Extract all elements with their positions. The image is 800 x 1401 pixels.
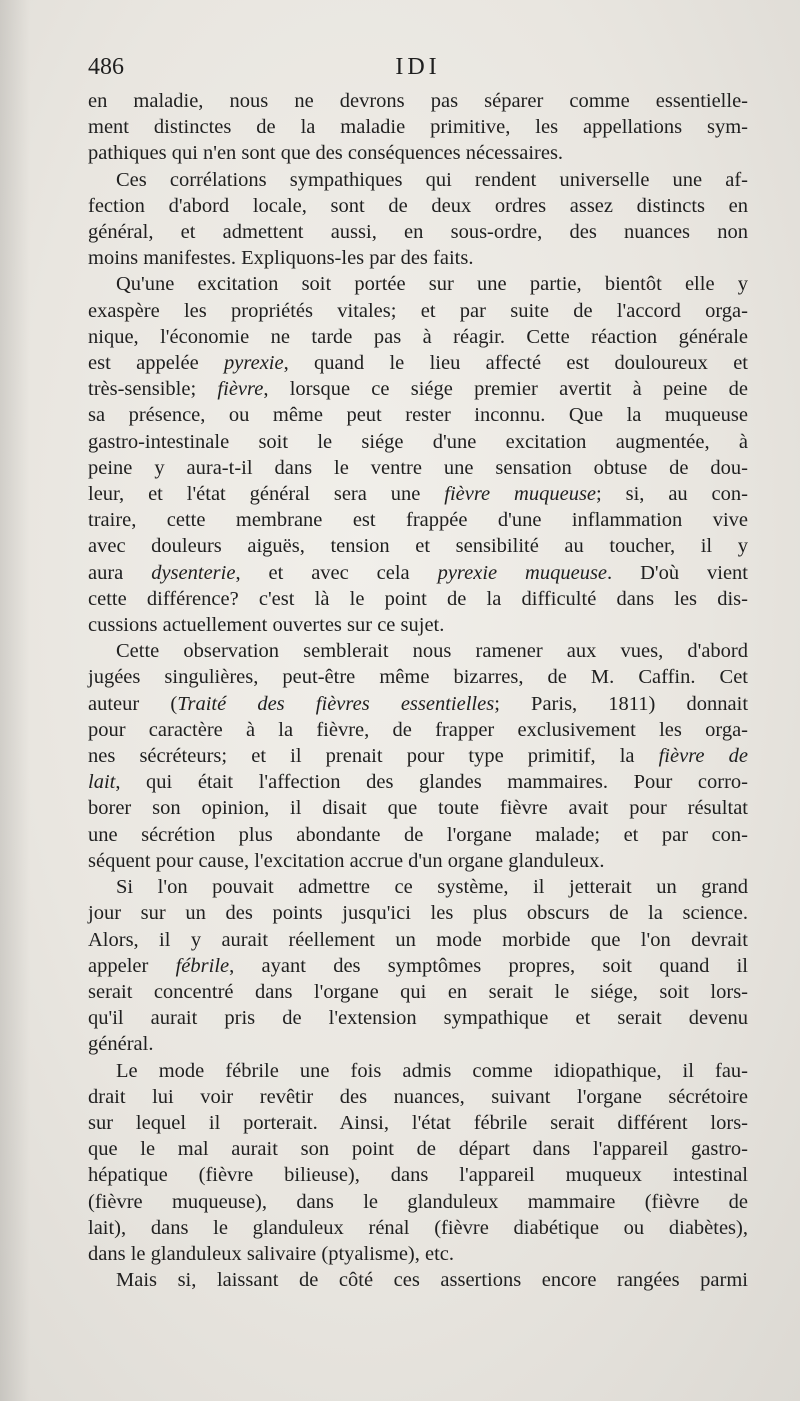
text-line: lait), dans le glanduleux rénal (fièvre diabétique ou diabètes),: [88, 1216, 748, 1239]
text-line: serait concentré dans l'organe qui en serait le siége, soit lors-: [88, 980, 748, 1003]
text-line: cussions actuellement ouvertes sur ce sujet.: [88, 614, 445, 637]
text-line: exaspère les propriétés vitales; et par suite de l'accord orga-: [88, 299, 748, 322]
text-line: avec douleurs aiguës, tension et sensibilité au toucher, il y: [88, 535, 748, 558]
text-line: nes sécréteurs; et il prenait pour type primitif, la fièvre de: [88, 745, 748, 768]
page-number: 486: [88, 54, 124, 80]
text-line: Le mode fébrile une fois admis comme idiopathique, il fau-: [116, 1059, 748, 1082]
text-line: Ces corrélations sympathiques qui rendent universelle une af-: [116, 168, 748, 191]
text-line: gastro-intestinale soit le siége d'une excitation augmentée, à: [88, 430, 748, 453]
text-line: jugées singulières, peut-être même bizarres, de M. Caffin. Cet: [88, 666, 748, 689]
text-line: Si l'on pouvait admettre ce système, il jetterait un grand: [116, 876, 748, 899]
text-line: sa présence, ou même peut rester inconnu. Que la muqueuse: [88, 404, 748, 427]
text-line: Alors, il y aurait réellement un mode morbide que l'on devrait: [88, 928, 748, 951]
text-line: cette différence? c'est là le point de la difficulté dans les dis-: [88, 587, 748, 610]
text-line: traire, cette membrane est frappée d'une inflammation vive: [88, 509, 748, 532]
text-line: lait, qui était l'affection des glandes mammaires. Pour corro-: [88, 771, 748, 794]
text-line: que le mal aurait son point de départ dans l'appareil gastro-: [88, 1138, 748, 1161]
text-line: borer son opinion, il disait que toute fièvre avait pour résultat: [88, 797, 748, 820]
text-line: Cette observation semblerait nous ramener aux vues, d'abord: [116, 640, 748, 663]
text-line: fection d'abord locale, sont de deux ordres assez distincts en: [88, 194, 748, 217]
running-head: IDI: [395, 54, 441, 80]
text-line: une sécrétion plus abondante de l'organe malade; et par con-: [88, 823, 748, 846]
text-line: général, et admettent aussi, en sous-ordre, des nuances non: [88, 221, 748, 244]
text-line: séquent pour cause, l'excitation accrue d'un organe glanduleux.: [88, 849, 605, 872]
text-line: appeler fébrile, ayant des symptômes propres, soit quand il: [88, 954, 749, 977]
text-line: moins manifestes. Expliquons-les par des faits.: [88, 247, 474, 270]
text-line: pour caractère à la fièvre, de frapper exclusivement les orga-: [88, 718, 748, 741]
text-line: ment distinctes de la maladie primitive, les appellations sym-: [88, 116, 748, 139]
text-line: sur lequel il porterait. Ainsi, l'état fébrile serait différent lors-: [88, 1111, 748, 1134]
text-line: hépatique (fièvre bilieuse), dans l'appareil muqueux intestinal: [88, 1164, 748, 1187]
text-line: qu'il aurait pris de l'extension sympathique et serait devenu: [88, 1007, 748, 1030]
body-text: [88, 88, 748, 1293]
text-line: jour sur un des points jusqu'ici les plus obscurs de la science.: [88, 902, 748, 925]
text-line: auteur (Traité des fièvres essentielles; Paris, 1811) donnait: [88, 692, 749, 715]
text-line: très-sensible; fièvre, lorsque ce siége premier avertit à peine de: [88, 378, 748, 401]
text-line: drait lui voir revêtir des nuances, suivant l'organe sécrétoire: [88, 1085, 748, 1108]
text-line: nique, l'économie ne tarde pas à réagir. Cette réaction générale: [88, 325, 748, 348]
text-line: (fièvre muqueuse), dans le glanduleux mammaire (fièvre de: [88, 1190, 748, 1213]
text-line: dans le glanduleux salivaire (ptyalisme), etc.: [88, 1242, 455, 1265]
text-line: peine y aura-t-il dans le ventre une sensation obtuse de dou-: [88, 456, 748, 479]
text-line: général.: [88, 1033, 154, 1056]
text-line: Qu'une excitation soit portée sur une partie, bientôt elle y: [116, 273, 748, 296]
page-header: [88, 54, 748, 88]
text-line: leur, et l'état général sera une fièvre muqueuse; si, au con-: [88, 483, 748, 506]
text-line: en maladie, nous ne devrons pas séparer comme essentielle-: [88, 90, 748, 112]
text-line: Mais si, laissant de côté ces assertions encore rangées parmi: [116, 1269, 748, 1292]
text-line: pathiques qui n'en sont que des conséquences nécessaires.: [88, 142, 564, 165]
text-line: est appelée pyrexie, quand le lieu affecté est douloureux et: [88, 352, 748, 375]
text-line: aura dysenterie, et avec cela pyrexie muqueuse. D'où vient: [88, 561, 748, 584]
